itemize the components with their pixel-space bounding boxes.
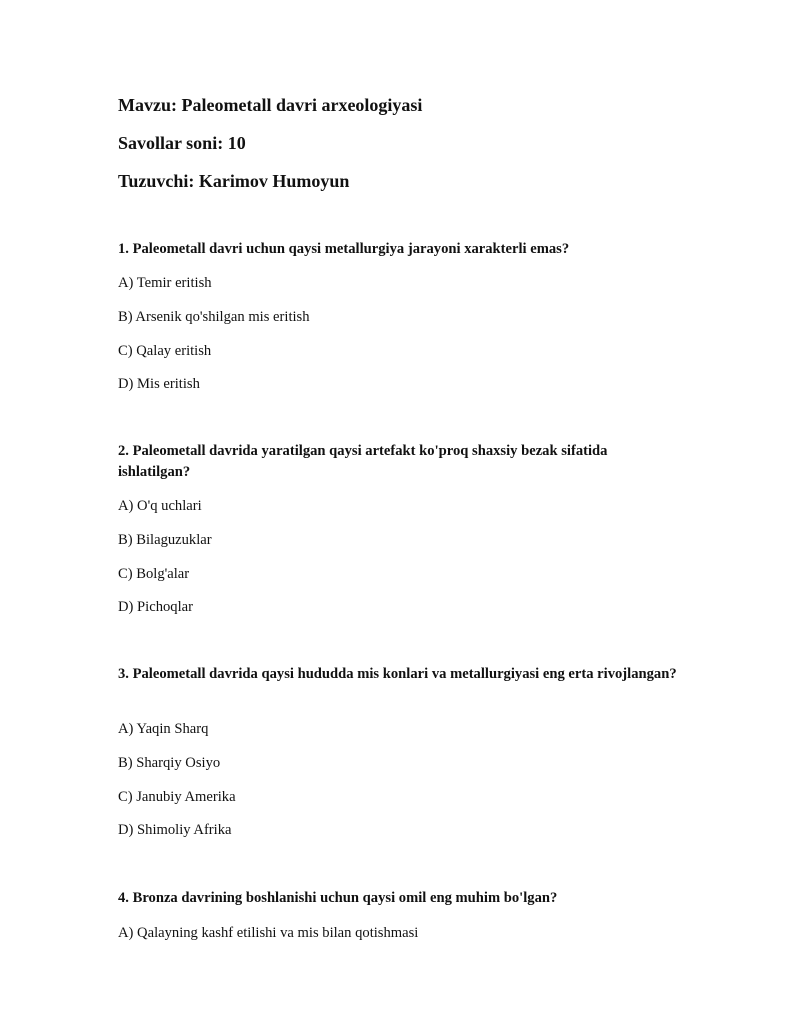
question-2-option-b: B) Bilaguzuklar bbox=[118, 532, 212, 548]
question-3-option-d: D) Shimoliy Afrika bbox=[118, 822, 232, 838]
question-2-text: 2. Paleometall davrida yaratilgan qaysi artefakt ko'proq shaxsiy bezak sifatida ishlatilgan? bbox=[118, 443, 608, 480]
author-heading: Tuzuvchi: Karimov Humoyun bbox=[118, 171, 350, 191]
question-4-option-a: A) Qalayning kashf etilishi va mis bilan qotishmasi bbox=[118, 925, 419, 941]
question-1-option-d: D) Mis eritish bbox=[118, 376, 200, 392]
question-3-option-c: C) Janubiy Amerika bbox=[118, 789, 236, 805]
question-3-option-a: A) Yaqin Sharq bbox=[118, 721, 209, 737]
question-1-option-b: B) Arsenik qo'shilgan mis eritish bbox=[118, 309, 310, 325]
question-3-option-b: B) Sharqiy Osiyo bbox=[118, 755, 221, 771]
question-1-option-a: A) Temir eritish bbox=[118, 275, 212, 291]
question-count-heading: Savollar soni: 10 bbox=[118, 133, 246, 153]
question-2-option-a: A) O'q uchlari bbox=[118, 498, 202, 514]
question-1-option-c: C) Qalay eritish bbox=[118, 343, 212, 359]
topic-heading: Mavzu: Paleometall davri arxeologiyasi bbox=[118, 95, 423, 115]
question-1-text: 1. Paleometall davri uchun qaysi metallurgiya jarayoni xarakterli emas? bbox=[118, 241, 570, 257]
question-3-text: 3. Paleometall davrida qaysi hududda mis konlari va metallurgiyasi eng erta rivojlangan? bbox=[118, 666, 677, 682]
question-2-option-d: D) Pichoqlar bbox=[118, 599, 193, 615]
question-4-text: 4. Bronza davrining boshlanishi uchun qaysi omil eng muhim bo'lgan? bbox=[118, 890, 558, 906]
question-2-option-c: C) Bolg'alar bbox=[118, 566, 190, 582]
